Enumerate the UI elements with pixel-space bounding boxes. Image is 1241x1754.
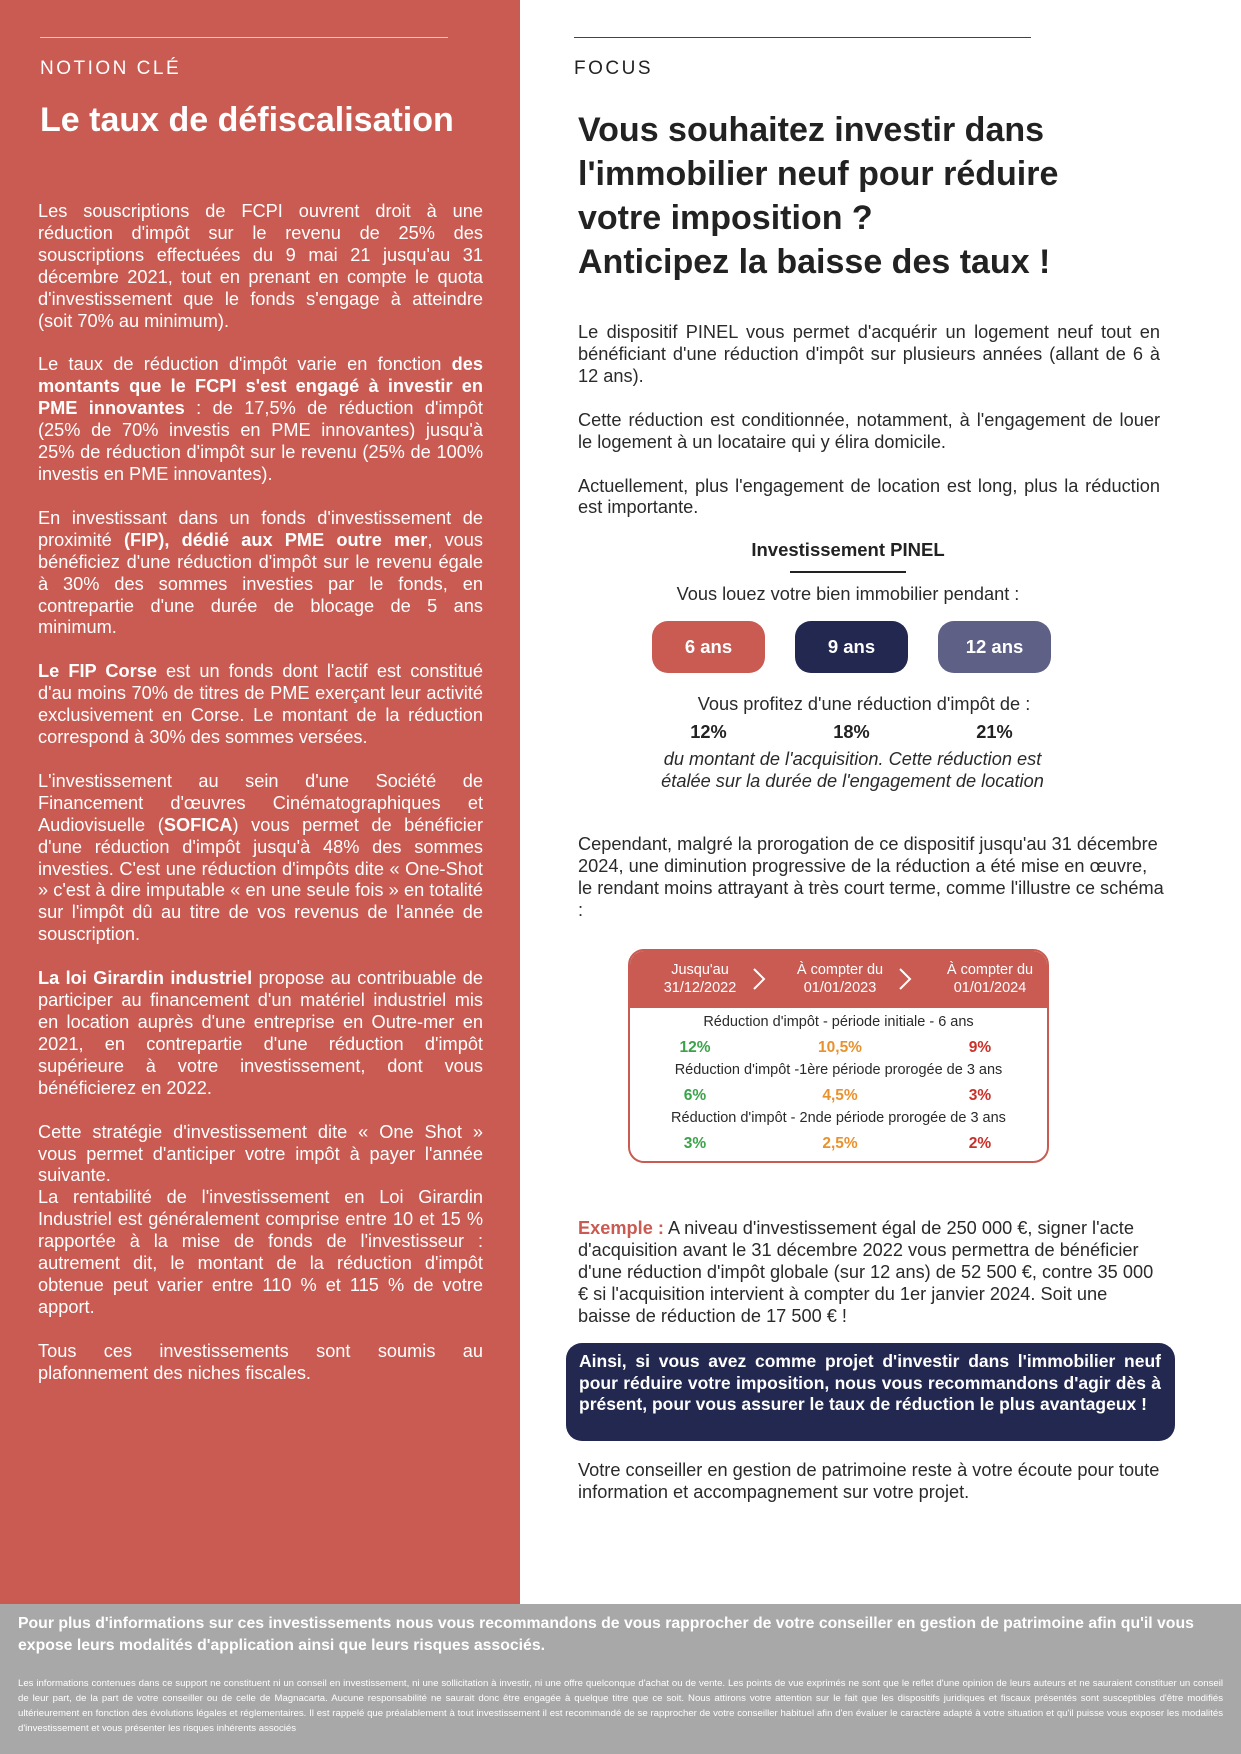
emphasis: SOFICA	[163, 814, 233, 835]
paragraph-one-shot: Cette stratégie d'investissement dite « One Shot » vous permet d'anticiper votre impôt à payer l'année suivante.	[38, 1121, 483, 1186]
schema-value: 12%	[679, 1039, 711, 1056]
schema-header-3	[930, 961, 1049, 997]
schema-value: 10,5%	[818, 1039, 862, 1056]
emphasis: La loi Girardin industriel	[38, 968, 253, 989]
text: , vous bénéficiez d'une réduction d'impôt sur le revenu égale à 30% des sommes investies par le fonds, en contrepartie d'une durée de blocage de 5 ans minimum.	[38, 529, 483, 638]
text: A niveau d'investissement égal de 250 000 €, signer l'acte d'acquisition avant le 31 décembre 2022 vous permettra de bénéficier d'une réduction d'impôt globale (sur 12 ans) de 52 500 €, contre 35 000 € si l'acquisition intervient à compter du 1er janvier 2024. Soit une baisse de réduction de 17 500 € !	[578, 1218, 1154, 1326]
top-rule	[574, 37, 1031, 38]
section-kicker: NOTION CLÉ	[40, 58, 182, 79]
paragraph-duree: Actuellement, plus l'engagement de location est long, plus la réduction est importante.	[578, 475, 1160, 518]
paragraph-condition: Cette réduction est conditionnée, notamment, à l'engagement de louer le logement à un locataire qui y élira domicile.	[578, 409, 1160, 452]
focus-title	[578, 108, 1138, 284]
schema-header-2	[780, 961, 900, 997]
top-rule	[40, 37, 448, 38]
text: L'investissement au sein d'une Société de Financement d'œuvres Cinématographiques et Audiovisuelle (	[38, 770, 483, 835]
schema-value: 9%	[968, 1039, 992, 1056]
text: Le taux de réduction d'impôt varie en fonction	[38, 354, 452, 375]
header-line: Jusqu'au	[671, 962, 729, 978]
section-body	[38, 201, 483, 1407]
duration-pill-9: 9 ans	[795, 621, 908, 673]
paragraph-plafonnement: Tous ces investissements sont soumis au plafonnement des niches fiscales.	[38, 1340, 483, 1383]
paragraph-closing: Votre conseiller en gestion de patrimoine reste à votre écoute pour toute information et accompagnement sur votre projet.	[578, 1460, 1160, 1502]
title-line: votre imposition ?	[578, 199, 873, 237]
header-line: 01/01/2024	[953, 980, 1027, 996]
footer-recommendation: Pour plus d'informations sur ces investissements nous vous recommandons de vous rapprocher de votre conseiller en gestion de patrimoine afin qu'il vous expose leurs modalités d'application ainsi que leurs risques associés.	[18, 1615, 1194, 1654]
paragraph-rentabilite: La rentabilité de l'investissement en Loi Girardin Industriel est généralement comprise entre 10 et 15 % rapportée à la mise de fonds de l'investisseur : autrement dit, le montant de la réduction d'impôt obtenue peut varier entre 110 % et 115 % de votre apport.	[38, 1187, 483, 1317]
rate-12: 21%	[976, 722, 1013, 742]
paragraph-sofica	[38, 771, 483, 946]
paragraph-pinel: Le dispositif PINEL vous permet d'acquérir un logement neuf tout en bénéficiant d'une réduction d'impôt sur plusieurs années (allant de 6 à 12 ans).	[578, 322, 1160, 386]
emphasis: des montants que le FCPI s'est engagé à investir en PME innovantes	[38, 354, 483, 419]
text: est un fonds dont l'actif est constitué d'au moins 70% de titres de PME exerçant leur activité exclusivement en Corse. Le montant de la réduction correspond à 30% des sommes versées.	[38, 661, 483, 748]
section-title: Le taux de défiscalisation	[40, 101, 454, 139]
text: propose au contribuable de participer au financement d'un matériel industriel mis en location auprès d'une entreprise en Outre-mer en 2021, en contrepartie d'une réduction d'impôt supérieure à votre investissement, dont vous bénéficierez en 2022.	[38, 968, 483, 1098]
schema-header-1	[640, 961, 760, 997]
header-line: À compter du	[946, 962, 1034, 978]
chevron-right-icon	[893, 965, 917, 993]
schema-value: 3%	[968, 1087, 992, 1104]
paragraph-fip-corse	[38, 661, 483, 749]
schema-row-label: Réduction d'impôt - période initiale - 6 ans	[703, 1014, 974, 1030]
reduction-heading: Vous profitez d'une réduction d'impôt de :	[697, 694, 1031, 714]
pinel-underline	[790, 571, 906, 573]
recommendation-callout: Ainsi, si vous avez comme projet d'investir dans l'immobilier neuf pour réduire votre imposition, nous vous recommandons d'agir dès à présent, pour vous assurer le taux de réduction le plus avantageux !	[566, 1343, 1175, 1441]
rate-9: 18%	[833, 722, 870, 742]
focus-intro	[578, 322, 1160, 541]
chevron-right-icon	[747, 965, 771, 993]
schema-value: 4,5%	[822, 1087, 858, 1104]
pinel-title: Investissement PINEL	[751, 539, 945, 560]
schema-value: 2%	[968, 1135, 992, 1152]
header-line: 01/01/2023	[803, 980, 877, 996]
emphasis: (FIP), dédié aux PME outre mer	[123, 529, 428, 550]
emphasis: Le FIP Corse	[38, 661, 157, 682]
title-line: l'immobilier neuf pour réduire	[578, 155, 1059, 193]
rate-6: 12%	[690, 722, 727, 742]
schema-value: 6%	[683, 1087, 707, 1104]
footer-disclaimer: Les informations contenues dans ce support ne constituent ni un conseil en investissement, ni une sollicitation à investir, ni une offre quelconque d'achat ou de vente. Les points de vue exprimés ne sont que le reflet d'une opinion de leurs auteurs et ne sauraient constituer un conseil de leur part, de la part de votre conseiller ou de celle de Magnacarta. Aucune responsabilité ne saurait donc être engagée à quelque titre que ce soit. Nous attirons votre attention sur le fait que les dispositifs juridiques et fiscaux présentés sont susceptibles d'être modifiés ultérieurement en fonction des évolutions légales et réglementaires. Il est rappelé que préalablement à tout investissement il est recommandé de se rapprocher de votre conseiller habituel afin d'en évaluer le caractère adapté à votre situation et qu'il puisse vous exposer les modalités d'investissement et vous présenter les risques inhérents associés	[18, 1678, 1223, 1734]
reduction-schema	[628, 949, 1049, 1163]
paragraph-girardin	[38, 968, 483, 1099]
footer	[0, 1604, 1241, 1754]
pinel-subtitle: Vous louez votre bien immobilier pendant :	[676, 584, 1020, 604]
schema-value: 3%	[683, 1135, 707, 1152]
paragraph-cependant: Cependant, malgré la prorogation de ce dispositif jusqu'au 31 décembre 2024, une diminution progressive de la réduction a été mise en œuvre, le rendant moins attrayant à très court terme, comme l'illustre ce schéma :	[578, 834, 1164, 920]
paragraph-taux	[38, 354, 483, 485]
text: : de 17,5% de réduction d'impôt (25% de 70% investis en PME innovantes) jusqu'à 25% de réduction d'impôt sur le revenu (25% de 100% investis en PME innovantes).	[38, 398, 483, 484]
schema-value: 2,5%	[822, 1135, 858, 1152]
section-kicker: FOCUS	[574, 58, 653, 79]
paragraph-fcpi: Les souscriptions de FCPI ouvrent droit à une réduction d'impôt sur le revenu de 25% des souscriptions effectuées du 9 mai 21 jusqu'au 31 décembre 2021, tout en prenant en compte le quota d'investissement que le fonds s'engage à atteindre (soit 70% au minimum).	[38, 201, 483, 331]
notion-cle-panel	[0, 0, 520, 1604]
reduction-note: du montant de l'acquisition. Cette réduction est étalée sur la durée de l'engagement de location	[661, 749, 1044, 791]
text: En investissant dans un fonds d'investissement de proximité	[38, 507, 483, 550]
title-line: Vous souhaitez investir dans	[578, 111, 1045, 149]
schema-row-label: Réduction d'impôt -1ère période prorogée de 3 ans	[674, 1062, 1003, 1078]
exemple-label: Exemple :	[578, 1218, 664, 1238]
title-line: Anticipez la baisse des taux !	[578, 243, 1051, 281]
paragraph-fip	[38, 508, 483, 639]
header-line: 31/12/2022	[663, 980, 737, 996]
header-line: À compter du	[796, 962, 884, 978]
paragraph-exemple	[578, 1218, 1162, 1328]
duration-pill-6: 6 ans	[652, 621, 765, 673]
duration-pill-12: 12 ans	[938, 621, 1051, 673]
text: ) vous permet de bénéficier d'une réduction d'impôt jusqu'à 48% des sommes investies. C'est une réduction d'impôts dite « One-Shot » c'est à dire imputable « en une seule fois » en totalité sur l'impôt dû au titre de vos revenus de l'année de souscription.	[38, 814, 484, 945]
schema-row-label: Réduction d'impôt - 2nde période prorogée de 3 ans	[671, 1110, 1006, 1126]
